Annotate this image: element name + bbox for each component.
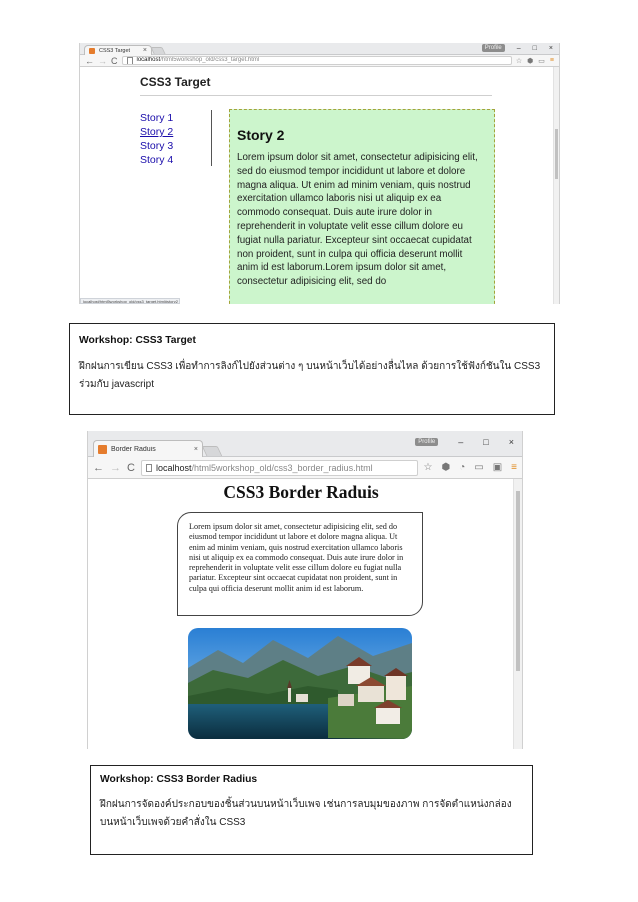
page-viewport [80,67,559,304]
toolbar-icons [516,57,554,65]
status-bar: localhost/html5workshop_old/css3_target.html#story2 [80,298,180,304]
landscape-photo [188,628,412,739]
browser-toolbar [88,457,522,479]
tab-close-icon[interactable]: × [142,47,147,54]
page-title: CSS3 Border Raduis [223,482,379,502]
minimize-icon[interactable]: – [516,44,521,52]
reload-icon[interactable]: C [127,461,135,474]
page-icon [127,57,133,65]
tab-title: CSS3 Target [99,47,131,54]
browser-tab[interactable] [84,45,152,55]
url-path: /html5workshop_old/css3_border_radius.html [191,462,373,473]
story-link-2[interactable]: Story 2 [140,126,174,138]
new-tab-button[interactable] [202,446,223,456]
page-title: CSS3 Target [140,75,211,89]
story-panel [229,109,495,304]
rounded-text-box: Lorem ipsum dolor sit amet, consectetur adipisicing elit, sed do eiusmod tempor incididunt ut labore et dolore magna aliqua. Ut enim ad minim veniam, quis nostrud exercitation ullamco laboris nisi ut aliquip ex ea commodo consequat. Duis aute irure dolor in reprehenderit in voluptate velit esse cillum dolore eu fugiat nulla pariatur. Excepteur sint occaecat cupidatat non proident, sunt in culpa qui officia deserunt mollit anim id est laborum. [177,512,423,616]
extension-icon[interactable]: ⬢ [441,462,451,473]
workshop-radius-box [90,765,533,855]
divider [140,95,492,96]
menu-icon[interactable]: ≡ [549,57,554,64]
close-window-icon[interactable]: × [548,44,553,52]
toolbar-icons [424,462,518,473]
favicon-icon [98,445,107,454]
forward-icon[interactable]: → [110,461,121,474]
window-controls [415,437,514,447]
window-controls [482,44,553,52]
scrollbar-thumb[interactable] [516,491,520,671]
cast-icon[interactable]: ▭ [538,57,545,65]
back-icon[interactable]: ← [85,55,94,66]
workshop-target-box [69,323,555,415]
story-link-4[interactable]: Story 4 [140,154,174,166]
extension-icon[interactable]: ⬢ [527,57,534,65]
bookmark-star-icon[interactable]: ☆ [515,57,523,65]
story-title: Story 2 [237,127,285,143]
workshop-description: ฝึกฝนการเขียน CSS3 เพื่อทำการลิงก์ไปยังส่วนต่าง ๆ บนหน้าเว็บได้อย่างลื่นไหล ด้วยการใช้ฟังก์ชันใน CSS3 ร่วมกับ javascript [79,361,541,390]
nav-separator [211,110,212,166]
reload-icon[interactable]: C [111,55,118,66]
maximize-icon[interactable]: □ [483,437,489,447]
browser-toolbar [80,55,559,67]
page-viewport [88,479,522,749]
address-bar[interactable] [122,56,512,65]
back-icon[interactable]: ← [93,461,104,474]
page-icon [146,464,152,472]
url-path: /html5workshop_old/css3_target.html [160,57,260,64]
address-bar[interactable] [141,460,418,476]
story-link-1[interactable]: Story 1 [140,112,174,124]
rounded-landscape-image [188,628,412,739]
vertical-scrollbar[interactable] [513,479,522,749]
scrollbar-thumb[interactable] [555,129,558,179]
cast-icon[interactable]: ▭ [474,462,484,473]
bookmark-star-icon[interactable]: ☆ [423,462,433,473]
url-host: localhost [155,462,192,473]
tab-close-icon[interactable]: × [193,445,198,453]
minimize-icon[interactable]: – [458,437,464,447]
hangouts-icon[interactable]: ◔ [459,462,466,473]
title-bar [80,43,559,55]
url-host: localhost [136,57,161,64]
tab-title: Border Raduis [111,445,156,453]
forward-icon[interactable]: → [98,55,107,66]
profile-button[interactable]: Profile [415,438,438,446]
screen-share-icon[interactable]: ▣ [492,462,503,473]
maximize-icon[interactable]: □ [532,44,537,52]
profile-button[interactable]: Profile [482,44,505,52]
title-bar [88,431,522,457]
css3-border-radius-screenshot [87,431,523,749]
workshop-title: Workshop: CSS3 Border Radius [100,774,258,785]
menu-icon[interactable]: ≡ [511,462,517,473]
css3-target-screenshot [79,43,560,304]
workshop-title: Workshop: CSS3 Target [79,335,196,346]
vertical-scrollbar[interactable] [553,67,559,304]
workshop-description: ฝึกฝนการจัดองค์ประกอบของชิ้นส่วนบนหน้าเว็บเพจ เช่นการลบมุมของภาพ การจัดตำแหน่งกล่องบนหน้าเว็บเพจด้วยคำสั่งใน CSS3 [100,799,512,828]
story-text: Lorem ipsum dolor sit amet, consectetur adipisicing elit, sed do eiusmod tempor incididunt ut labore et dolore magna aliqua. Ut enim ad minim veniam, quis nostrud exercitation ullamco laboris nisi ut aliquip ex ea commodo consequat. Duis aute irure dolor in reprehenderit in voluptate velit esse cillum dolore eu fugiat nulla pariatur. Excepteur sint occaecat cupidatat non proident, sunt in culpa qui officia deserunt mollit anim id est laborum.Lorem ipsum dolor sit amet, consectetur adipisicing elit, sed do [237,152,478,288]
new-tab-button[interactable] [150,47,165,54]
browser-tab[interactable] [93,440,203,457]
story-nav [140,111,173,167]
story-link-3[interactable]: Story 3 [140,140,174,152]
favicon-icon [89,48,95,54]
close-window-icon[interactable]: × [508,437,514,447]
